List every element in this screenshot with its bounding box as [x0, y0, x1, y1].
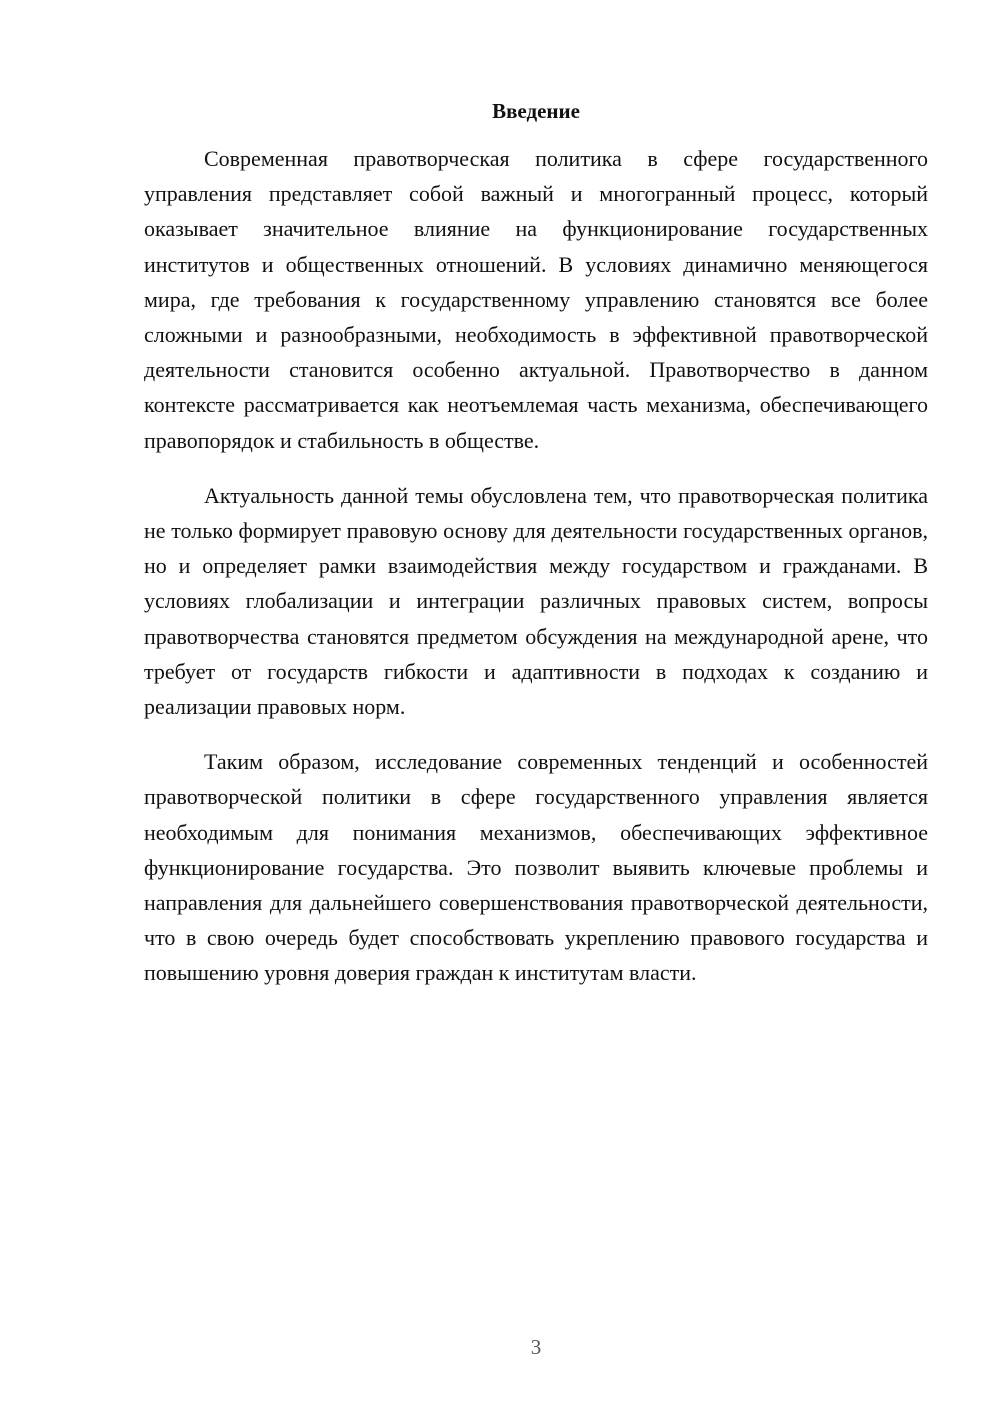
section-heading: Введение: [492, 99, 580, 123]
paragraph-3: Таким образом, исследование современных тенденций и особенностей правотворческой политики в сфере государственного управления является необходимым для понимания механизмов, обеспечивающих эффективное функционирование государства. Это позволит выявить ключевые проблемы и направления для дальнейшего совершенствования правотворческой деятельности, что в свою очередь будет способствовать укреплению правового государства и повышению уровня доверия граждан к институтам власти.: [144, 749, 928, 986]
body-text: [144, 141, 928, 1011]
page-number: 3: [530, 1335, 542, 1359]
paragraph-1: Современная правотворческая политика в сфере государственного управления представляет собой важный и многогранный процесс, который оказывает значительное влияние на функционирование государственных институтов и общественных отношений. В условиях динамично меняющегося мира, где требования к государственному управлению становятся все более сложными и разнообразными, необходимость в эффективной правотворческой деятельности становится особенно актуальной. Правотворчество в данном контексте рассматривается как неотъемлемая часть механизма, обеспечивающего правопорядок и стабильность в обществе.: [144, 146, 928, 453]
paragraph-2: Актуальность данной темы обусловлена тем, что правотворческая политика не только формирует правовую основу для деятельности государственных органов, но и определяет рамки взаимодействия между государством и гражданами. В условиях глобализации и интеграции различных правовых систем, вопросы правотворчества становятся предметом обсуждения на международной арене, что требует от государств гибкости и адаптивности в подходах к созданию и реализации правовых норм.: [144, 482, 928, 720]
